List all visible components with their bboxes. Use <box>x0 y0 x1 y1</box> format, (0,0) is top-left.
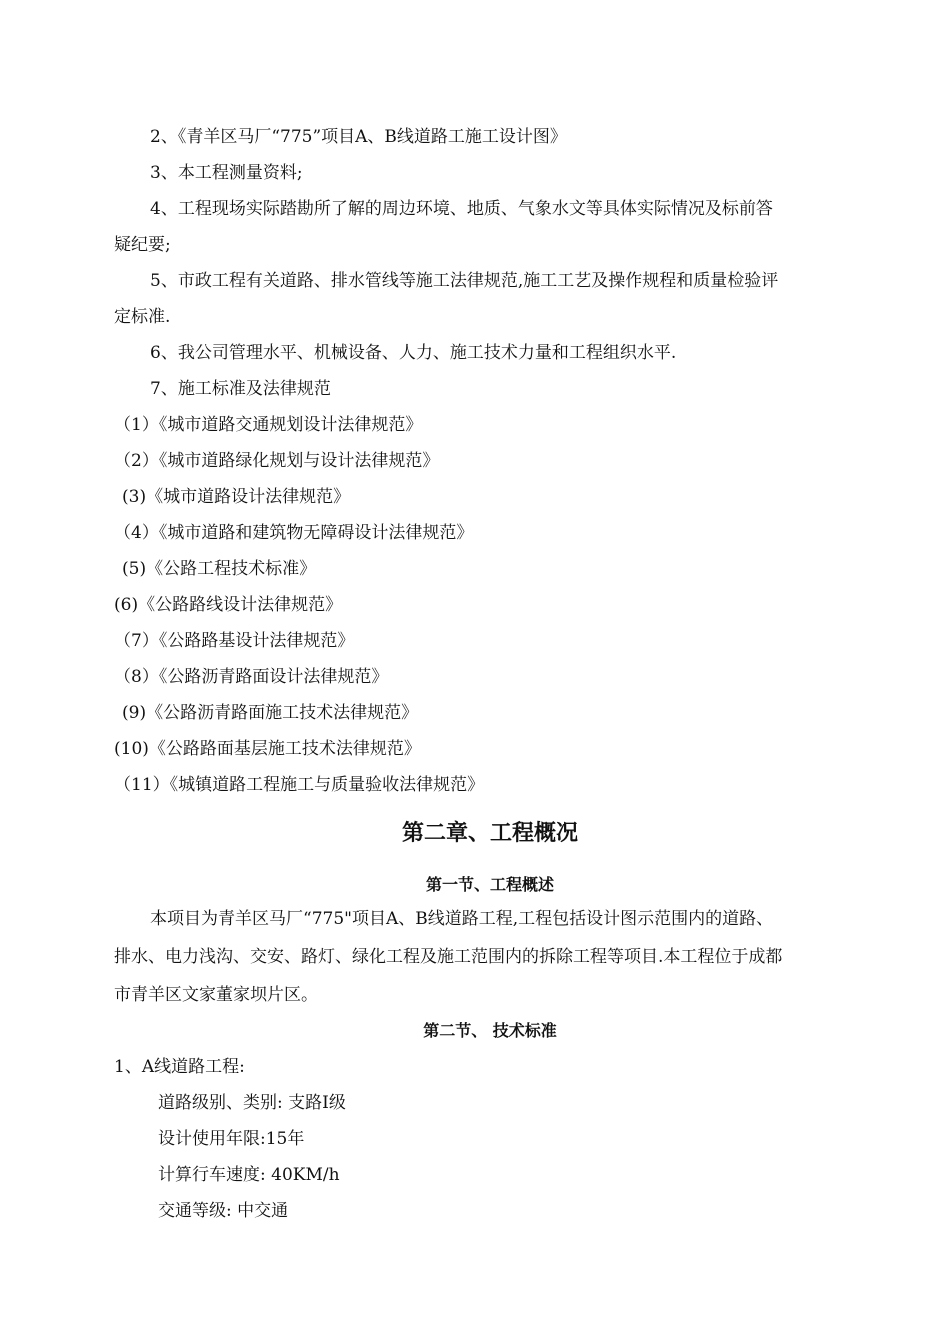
standard-item-11: （11）《城镇道路工程施工与质量验收法律规范》 <box>114 775 485 795</box>
basis-item-6: 6、我公司管理水平、机械设备、人力、施工技术力量和工程组织水平. <box>150 343 677 363</box>
spec-design-speed: 计算行车速度: 40KM/h <box>158 1165 340 1185</box>
basis-item-4-line1: 4、工程现场实际踏勘所了解的周边环境、地质、气象水文等具体实际情况及标前答 <box>150 199 773 219</box>
basis-item-5-line1: 5、市政工程有关道路、排水管线等施工法律规范,施工工艺及操作规程和质量检验评 <box>150 271 779 291</box>
overview-line-3: 市青羊区文家董家坝片区。 <box>114 985 318 1005</box>
basis-item-2: 2、《青羊区马厂“775”项目A、B线道路工施工设计图》 <box>150 127 567 147</box>
standard-item-8: （8）《公路沥青路面设计法律规范》 <box>114 667 389 687</box>
standard-item-6: (6)《公路路线设计法律规范》 <box>114 595 343 615</box>
spec-road-class: 道路级别、类别: 支路Ⅰ级 <box>158 1093 346 1113</box>
spec-design-life: 设计使用年限:15年 <box>158 1129 305 1149</box>
spec-traffic-grade: 交通等级: 中交通 <box>158 1201 289 1221</box>
overview-line-1: 本项目为青羊区马厂“775"项目A、B线道路工程,工程包括设计图示范围内的道路、 <box>150 909 774 929</box>
section-2-title: 第二节、 技术标准 <box>423 1021 557 1040</box>
standard-item-10: (10)《公路路面基层施工技术法律规范》 <box>114 739 421 759</box>
basis-item-4-line2: 疑纪要; <box>114 235 171 255</box>
basis-item-7: 7、施工标准及法律规范 <box>150 379 331 399</box>
standard-item-9: (9)《公路沥青路面施工技术法律规范》 <box>122 703 419 723</box>
a-line-road-heading: 1、A线道路工程: <box>114 1057 245 1077</box>
basis-item-5-line2: 定标准. <box>114 307 171 327</box>
standard-item-2: （2）《城市道路绿化规划与设计法律规范》 <box>114 451 440 471</box>
chapter-title: 第二章、工程概况 <box>401 821 578 846</box>
section-1-title: 第一节、工程概述 <box>425 875 554 894</box>
standard-item-5: (5)《公路工程技术标准》 <box>122 559 317 579</box>
standard-item-3: (3)《城市道路设计法律规范》 <box>122 487 351 507</box>
basis-item-3: 3、本工程测量资料; <box>150 163 303 183</box>
standard-item-4: （4）《城市道路和建筑物无障碍设计法律规范》 <box>114 523 474 543</box>
overview-line-2: 排水、电力浅沟、交安、路灯、绿化工程及施工范围内的拆除工程等项目.本工程位于成都 <box>114 947 783 967</box>
standard-item-1: （1）《城市道路交通规划设计法律规范》 <box>114 415 423 435</box>
standard-item-7: （7）《公路路基设计法律规范》 <box>114 631 355 651</box>
